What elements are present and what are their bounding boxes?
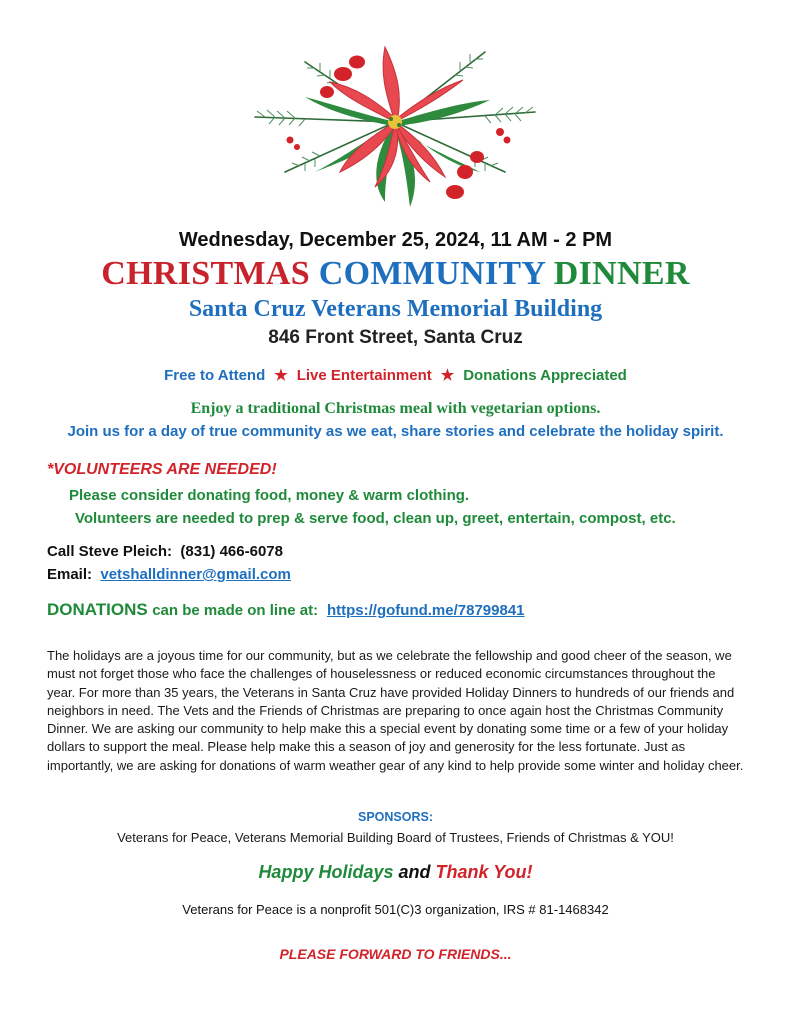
feature-entertainment: Live Entertainment	[296, 367, 432, 384]
title-dinner: DINNER	[553, 255, 690, 292]
contact-phone	[47, 543, 283, 560]
feature-donations: Donations Appreciated	[463, 367, 627, 384]
volunteers-heading: *VOLUNTEERS ARE NEEDED!	[47, 461, 277, 478]
and-text: and	[398, 862, 431, 882]
nonprofit-statement: Veterans for Peace is a nonprofit 501(C)3 organization, IRS # 81-1468342	[182, 902, 609, 917]
meal-description: Enjoy a traditional Christmas meal with vegetarian options.	[190, 400, 601, 417]
donations-text: can be made on line at:	[152, 602, 319, 619]
title-christmas: CHRISTMAS	[101, 255, 310, 292]
email-link[interactable]: vetshalldinner@gmail.com	[100, 566, 291, 583]
donation-link[interactable]: https://gofund.me/78799841	[326, 602, 525, 619]
venue-name: Santa Cruz Veterans Memorial Building	[188, 296, 603, 322]
poinsettia-decoration-icon	[245, 22, 545, 217]
feature-free: Free to Attend	[164, 367, 266, 384]
event-date-time: Wednesday, December 25, 2024, 11 AM - 2 PM	[178, 229, 613, 251]
join-us-text: Join us for a day of true community as we eat, share stories and celebrate the holiday spirit.	[67, 423, 724, 440]
forward-notice: PLEASE FORWARD TO FRIENDS...	[279, 946, 512, 962]
donations-line	[47, 600, 525, 620]
title-community: COMMUNITY	[318, 255, 545, 292]
contact-email	[47, 566, 291, 583]
event-features	[0, 366, 791, 384]
body-paragraph: The holidays are a joyous time for our community, but as we celebrate the fellowship and good cheer of the season, we must not forget those who face the challenges of houselessness or reduced economic circumstances throughout the year. For more than 35 years, the Veterans in Santa Cruz have provided Holiday Dinners to hundreds of our friends and neighbors in need. The Vets and the Friends of Christmas are preparing to once again host the Christmas Community Dinner. We are asking our community to help make this a special event by donating some time or a few of your holiday dollars to support the meal. Please help make this a season of joy and generosity for the less fortunate. Just as importantly, we are asking for donations of warm weather gear of any kind to help provide some winter and holiday cheer.	[47, 648, 744, 773]
call-label: Call Steve Pleich:	[47, 543, 173, 560]
venue-address: 846 Front Street, Santa Cruz	[268, 327, 523, 348]
sponsors-list: Veterans for Peace, Veterans Memorial Building Board of Trustees, Friends of Christmas & YOU!	[117, 830, 674, 845]
phone-number: (831) 466-6078	[180, 543, 283, 560]
star-icon: ★	[440, 367, 455, 384]
sponsors-heading: SPONSORS:	[357, 810, 433, 824]
happy-holidays-text: Happy Holidays	[258, 862, 394, 882]
volunteers-line-1: Please consider donating food, money & warm clothing.	[69, 487, 470, 504]
event-title	[0, 255, 791, 293]
star-icon: ★	[274, 367, 288, 384]
email-label: Email:	[47, 566, 93, 583]
thank-you-text: Thank You!	[435, 862, 533, 882]
donations-heading: DONATIONS	[47, 600, 148, 619]
happy-holidays	[0, 862, 791, 883]
volunteers-line-2: Volunteers are needed to prep & serve food, clean up, greet, entertain, compost, etc.	[75, 510, 676, 527]
